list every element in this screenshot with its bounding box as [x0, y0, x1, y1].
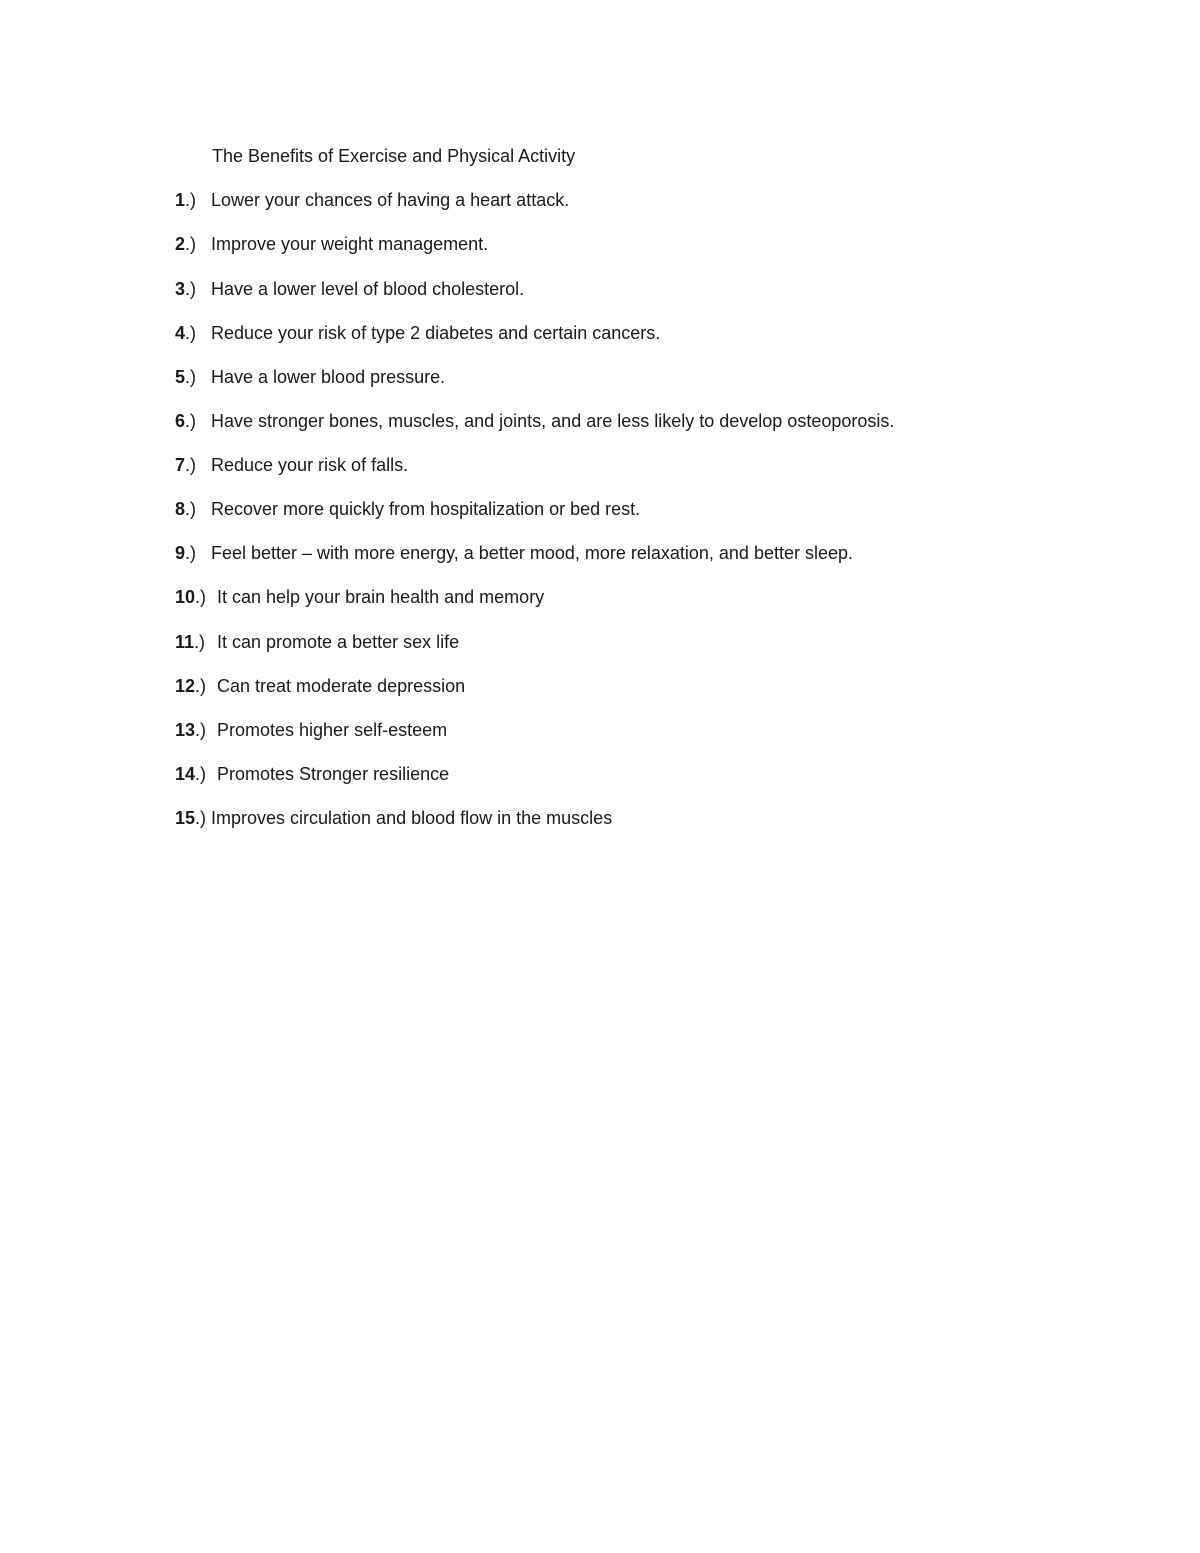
- list-item-text: Feel better – with more energy, a better mood, more relaxation, and better sleep.: [211, 543, 854, 563]
- list-item-number: 12.): [175, 676, 207, 696]
- list-item-number: 6.): [175, 411, 197, 431]
- list-item-text: Have stronger bones, muscles, and joints, and are less likely to develop osteoporosis.: [211, 411, 895, 431]
- list-item-text: Reduce your risk of type 2 diabetes and certain cancers.: [211, 323, 661, 343]
- list-item-number: 11.): [175, 632, 206, 652]
- list-item-number: 1.): [175, 190, 197, 210]
- list-item-text: Promotes Stronger resilience: [217, 764, 450, 784]
- list-item-number: 10.): [175, 587, 207, 607]
- list-item-text: Have a lower blood pressure.: [211, 367, 446, 387]
- list-item-number: 8.): [175, 499, 197, 519]
- list-item-text: Improves circulation and blood flow in the muscles: [211, 808, 613, 828]
- list-item-text: Lower your chances of having a heart attack.: [211, 190, 570, 210]
- list-item-text: Reduce your risk of falls.: [211, 455, 409, 475]
- list-item-text: Improve your weight management.: [211, 234, 489, 254]
- list-item-number: 5.): [175, 367, 197, 387]
- list-item-number: 3.): [175, 279, 197, 299]
- list-item-number: 14.): [175, 764, 207, 784]
- list-item-number: 15.): [175, 808, 207, 828]
- list-item-text: It can help your brain health and memory: [217, 587, 545, 607]
- list-item-number: 4.): [175, 323, 197, 343]
- list-item-text: Can treat moderate depression: [217, 676, 466, 696]
- list-item-text: Promotes higher self-esteem: [217, 720, 448, 740]
- list-item-number: 7.): [175, 455, 197, 475]
- list-item-number: 2.): [175, 234, 197, 254]
- list-item-text: Have a lower level of blood cholesterol.: [211, 279, 525, 299]
- document-title: The Benefits of Exercise and Physical Activity: [212, 146, 576, 166]
- list-item-text: Recover more quickly from hospitalization or bed rest.: [211, 499, 641, 519]
- list-item-number: 13.): [175, 720, 207, 740]
- list-item-text: It can promote a better sex life: [217, 632, 460, 652]
- list-item-number: 9.): [175, 543, 197, 563]
